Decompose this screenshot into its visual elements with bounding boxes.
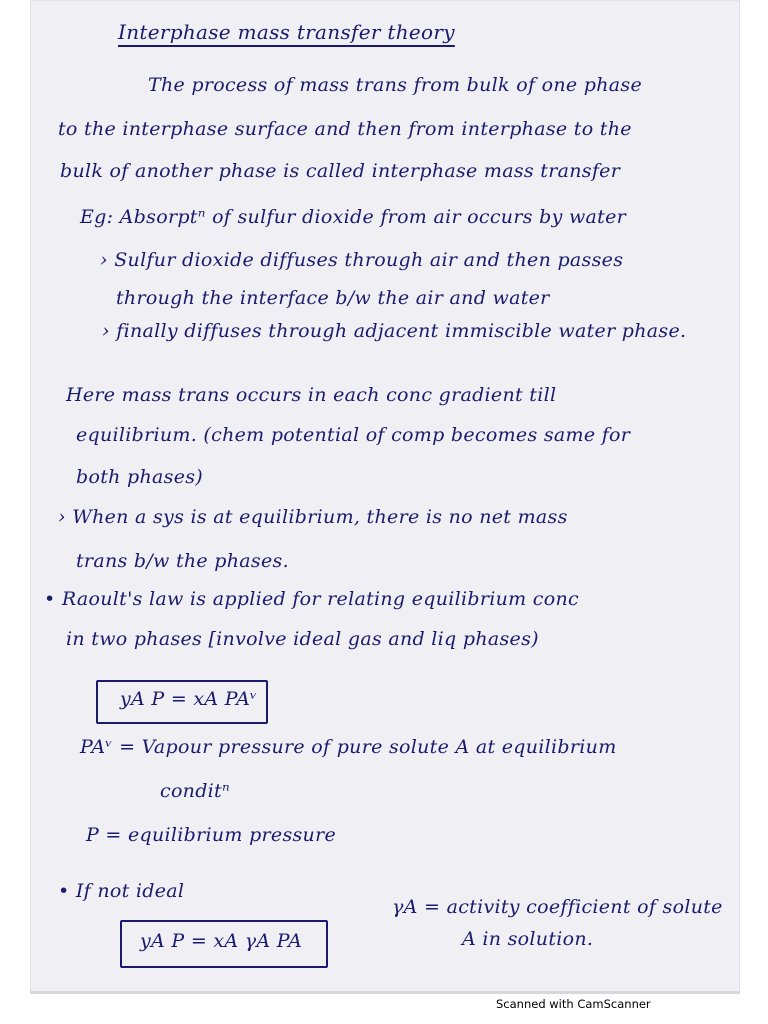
example-line-3: through the interface b/w the air and water [116, 287, 550, 309]
no-net-line-2: trans b/w the phases. [76, 550, 289, 572]
definition-gamma: γA = activity coefficient of solute [392, 896, 723, 918]
definition-gamma-cont: A in solution. [462, 928, 594, 950]
page-title: Interphase mass transfer theory [118, 20, 455, 44]
definition-pav-cont: conditⁿ [160, 780, 230, 802]
example-line-4: › finally diffuses through adjacent immiscible water phase. [102, 320, 687, 342]
equation-nonideal: yA P = xA γA PA [140, 930, 303, 952]
definition-line-3: bulk of another phase is called interphase mass transfer [60, 160, 621, 182]
equation-raoult: yA P = xA PAᵛ [120, 688, 258, 710]
definition-line-1: The process of mass trans from bulk of one phase [148, 74, 643, 96]
equilibrium-line-1: Here mass trans occurs in each conc gradient till [66, 384, 557, 406]
example-line-1: Eg: Absorptⁿ of sulfur dioxide from air occurs by water [80, 206, 627, 228]
equilibrium-line-3: both phases) [76, 466, 203, 488]
definition-pav: PAᵛ = Vapour pressure of pure solute A at equilibrium [80, 736, 617, 758]
no-net-line-1: › When a sys is at equilibrium, there is no net mass [58, 506, 568, 528]
raoult-line-2: in two phases [involve ideal gas and liq phases) [66, 628, 539, 650]
definition-p: P = equilibrium pressure [86, 824, 337, 846]
scanner-watermark: Scanned with CamScanner [496, 997, 651, 1011]
equilibrium-line-2: equilibrium. (chem potential of comp becomes same for [76, 424, 631, 446]
definition-line-2: to the interphase surface and then from interphase to the [58, 118, 632, 140]
if-not-ideal: • If not ideal [58, 880, 185, 902]
raoult-line-1: • Raoult's law is applied for relating equilibrium conc [44, 588, 579, 610]
example-line-2: › Sulfur dioxide diffuses through air and then passes [100, 249, 624, 271]
